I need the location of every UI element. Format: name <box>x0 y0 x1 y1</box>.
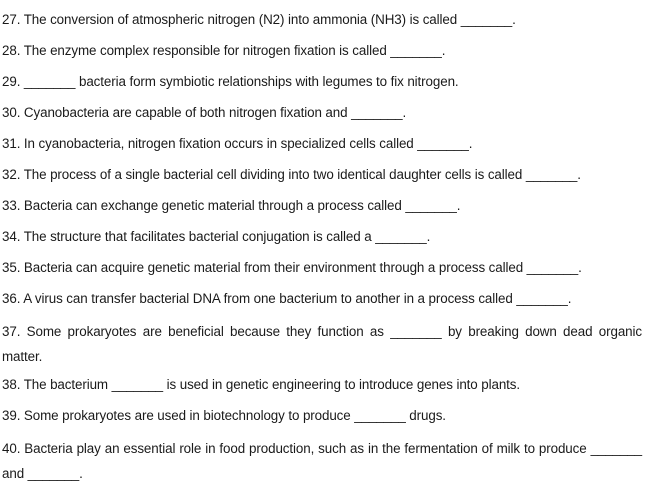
question-35: 35. Bacteria can acquire genetic material from their environment through a process called _______. <box>2 260 582 275</box>
question-38: 38. The bacterium _______ is used in genetic engineering to introduce genes into plants. <box>2 377 521 392</box>
question-28: 28. The enzyme complex responsible for nitrogen fixation is called _______. <box>2 43 446 58</box>
question-32: 32. The process of a single bacterial cell dividing into two identical daughter cells is called _______. <box>2 167 581 182</box>
question-37: 37. Some prokaryotes are beneficial because they function as _______ by breaking down dead organic matter. <box>2 324 642 364</box>
question-29: 29. _______ bacteria form symbiotic relationships with legumes to fix nitrogen. <box>2 74 459 89</box>
question-34: 34. The structure that facilitates bacterial conjugation is called a _______. <box>2 229 431 244</box>
question-36: 36. A virus can transfer bacterial DNA from one bacterium to another in a process called _______. <box>2 291 572 306</box>
question-39: 39. Some prokaryotes are used in biotechnology to produce _______ drugs. <box>2 408 446 423</box>
question-40: 40. Bacteria play an essential role in food production, such as in the fermentation of milk to produce _______ and _______. <box>2 441 642 481</box>
question-33: 33. Bacteria can exchange genetic material through a process called _______. <box>2 198 461 213</box>
question-27: 27. The conversion of atmospheric nitrogen (N2) into ammonia (NH3) is called _______. <box>2 12 516 27</box>
question-30: 30. Cyanobacteria are capable of both nitrogen fixation and _______. <box>2 105 407 120</box>
question-31: 31. In cyanobacteria, nitrogen fixation occurs in specialized cells called _______. <box>2 136 473 151</box>
